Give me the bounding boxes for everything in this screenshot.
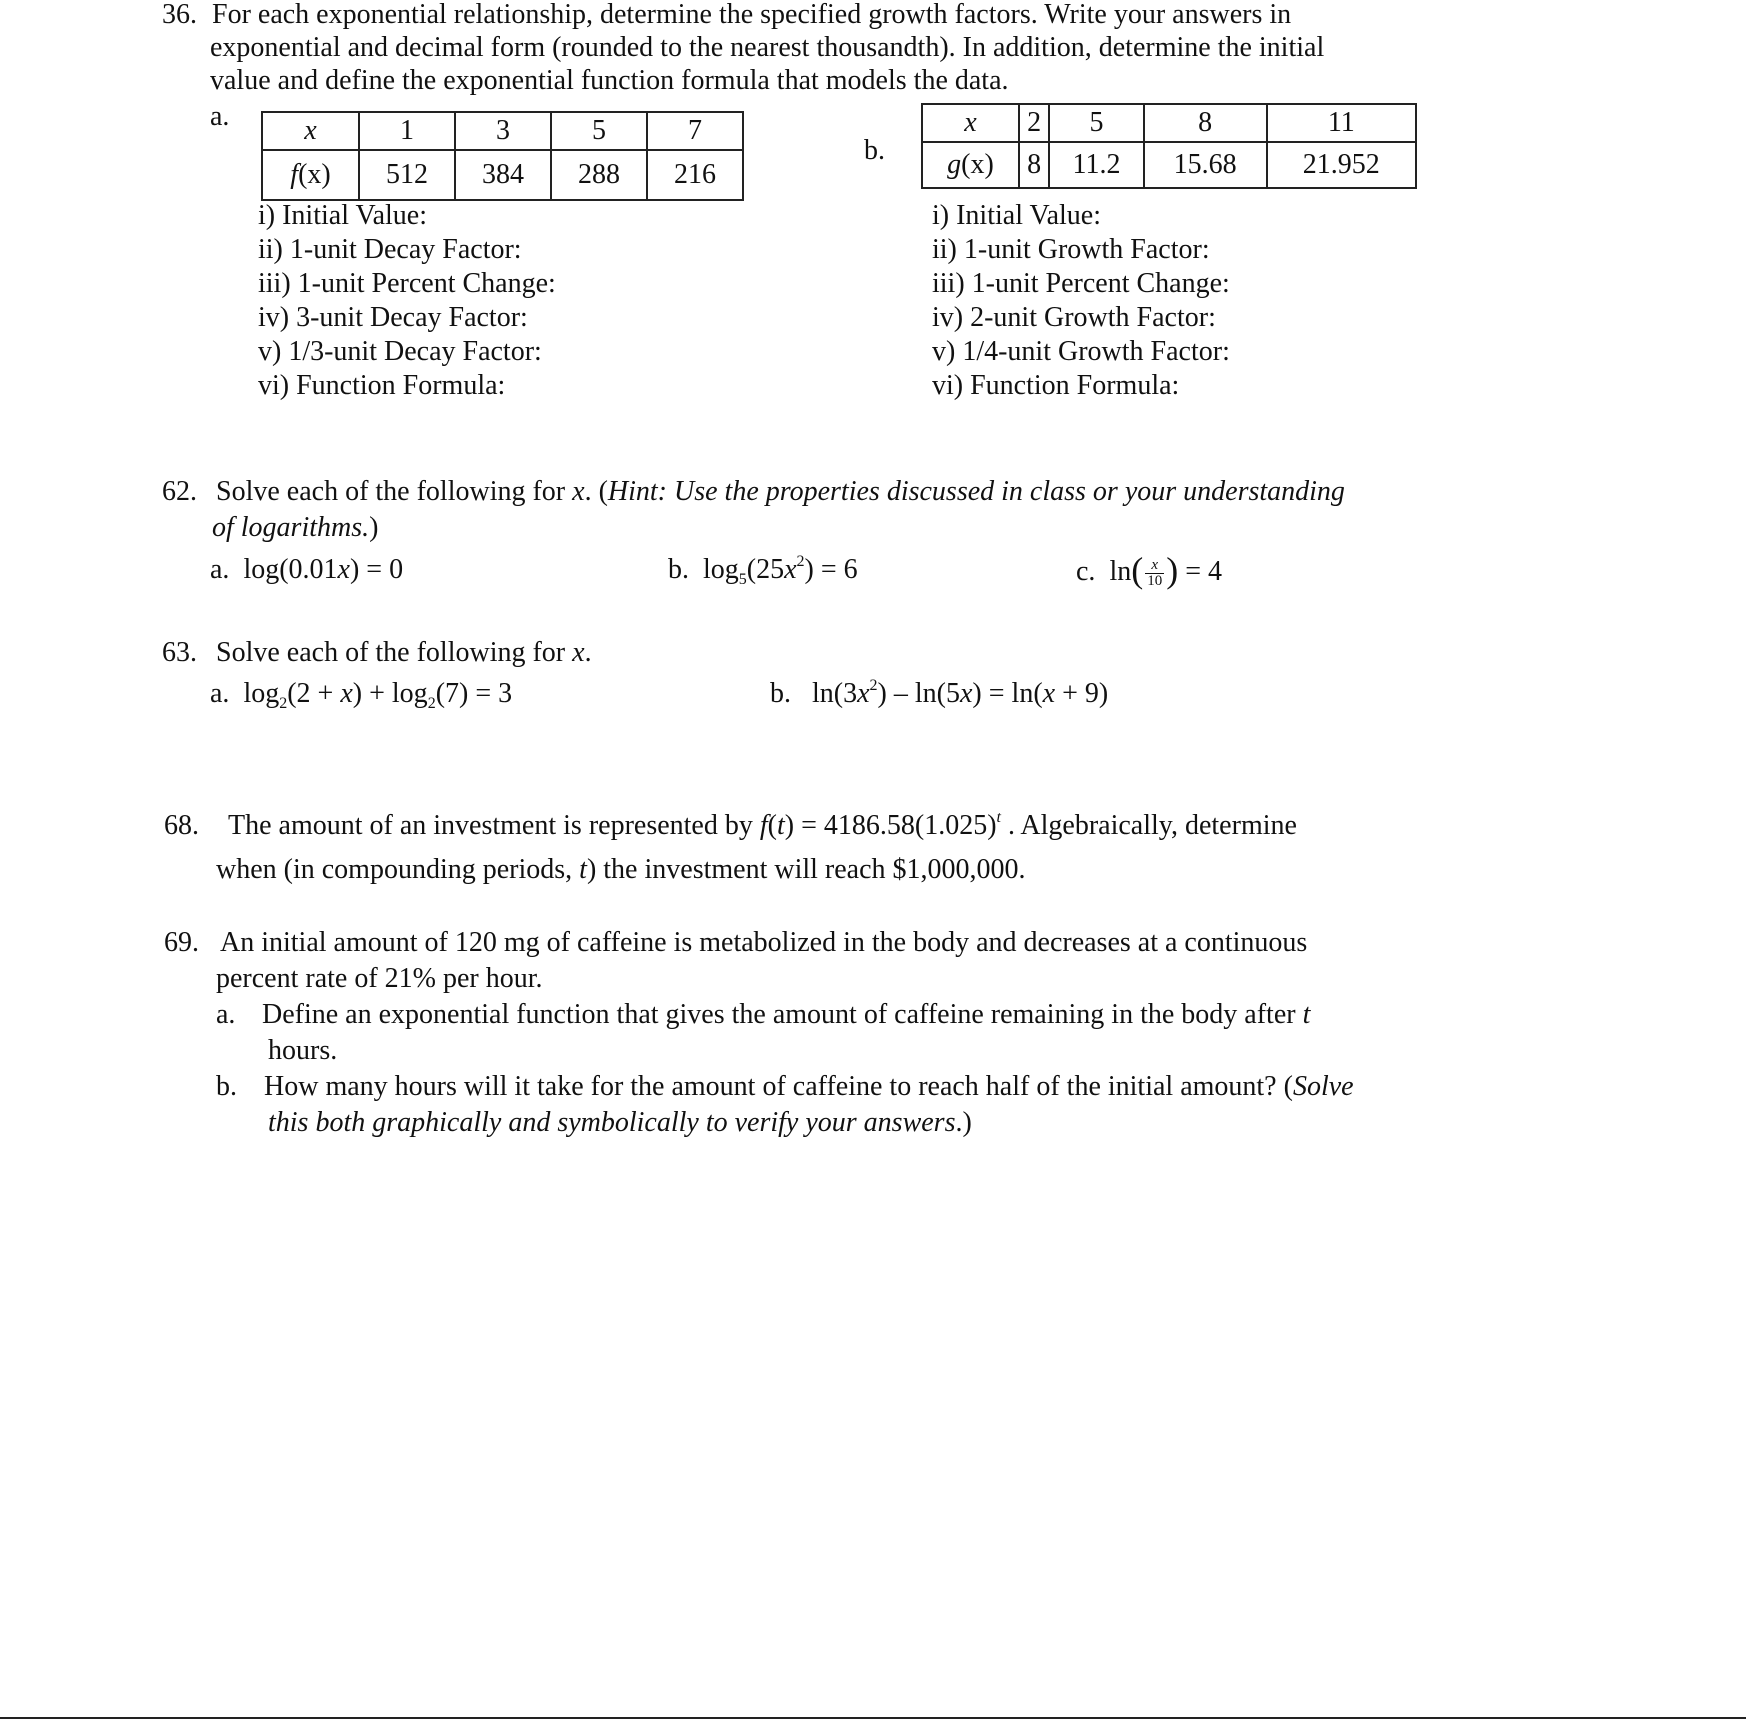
problem-63a-equation: a. $\log_2(2 + x) + \log_2(7) = 3$ (210, 678, 513, 712)
table-cell: 216 (647, 150, 743, 200)
part-a-item: iii) 1-unit Percent Change: (258, 268, 556, 299)
problem-69-line-2: percent rate of 21% per hour. (216, 963, 543, 994)
table-f-x-header: x (262, 112, 359, 150)
problem-69-number: 69. (164, 927, 199, 958)
problem-68-line-1: The amount of an investment is represented by $f(t) = 4186.58(1.025)^t$ . Algebraically, determine (228, 809, 1297, 841)
problem-69a-line-1: Define an exponential function that gives the amount of caffeine remaining in the body after t (262, 999, 1311, 1030)
table-cell: 5 (1049, 104, 1143, 142)
part-b-item: v) 1/4-unit Growth Factor: (932, 336, 1230, 367)
problem-63b-equation: b. $\ln(3x^2) - \ln(5x) = \ln(x + 9)$ (770, 677, 1109, 709)
problem-62-number: 62. (162, 476, 197, 507)
problem-69b-line-2: this both graphically and symbolically to verify your answers.) (268, 1107, 972, 1138)
table-cell: 3 (455, 112, 551, 150)
problem-69b-label: b. (216, 1071, 237, 1102)
table-cell: 7 (647, 112, 743, 150)
part-a-item: v) 1/3-unit Decay Factor: (258, 336, 542, 367)
problem-68-line-2: when (in compounding periods, t) the investment will reach $1,000,000. (216, 854, 1026, 885)
table-f-y-header: f(x) (262, 150, 359, 200)
bottom-rule (0, 1717, 1746, 1719)
part-b-item: i) Initial Value: (932, 200, 1101, 231)
table-cell: 8 (1019, 142, 1049, 188)
table-cell: 15.68 (1144, 142, 1267, 188)
table-f-y-row (262, 150, 743, 200)
table-cell: 11.2 (1049, 142, 1143, 188)
part-b-item: iii) 1-unit Percent Change: (932, 268, 1230, 299)
table-cell: 11 (1267, 104, 1416, 142)
table-f-x-row (262, 112, 743, 150)
problem-36-intro-line-2: exponential and decimal form (rounded to the nearest thousandth). In addition, determine the initial (210, 32, 1325, 63)
table-g-x-row (922, 104, 1416, 142)
part-a-item: iv) 3-unit Decay Factor: (258, 302, 528, 333)
problem-62a-equation: a. log(0.01x) = 0 (210, 554, 404, 585)
problem-69b-line-1: How many hours will it take for the amount of caffeine to reach half of the initial amount? (Solve (264, 1071, 1354, 1102)
table-cell: 8 (1144, 104, 1267, 142)
part-b-item: iv) 2-unit Growth Factor: (932, 302, 1216, 333)
problem-36-number: 36. (162, 0, 197, 30)
problem-63-number: 63. (162, 637, 197, 668)
problem-69a-line-2: hours. (268, 1035, 338, 1066)
table-f (261, 111, 744, 201)
table-g-y-header: g(x) (922, 142, 1019, 188)
part-b-label: b. (864, 135, 885, 166)
fraction-x-over-10: $\frac{x}{10}$ (1147, 557, 1163, 590)
problem-62c-equation: c. ln( $\frac{x}{10}$ ) = 4 (1076, 550, 1223, 590)
part-b-item: vi) Function Formula: (932, 370, 1180, 401)
part-a-item: ii) 1-unit Decay Factor: (258, 234, 522, 265)
table-g-x-header: x (922, 104, 1019, 142)
table-cell: 288 (551, 150, 647, 200)
table-cell: 512 (359, 150, 455, 200)
part-a-item: vi) Function Formula: (258, 370, 506, 401)
problem-68-number: 68. (164, 810, 199, 841)
problem-69-line-1: An initial amount of 120 mg of caffeine is metabolized in the body and decreases at a continuous (220, 927, 1308, 958)
problem-63-prompt: Solve each of the following for x. (216, 637, 592, 668)
table-cell: 5 (551, 112, 647, 150)
table-g-y-row (922, 142, 1416, 188)
table-g (921, 103, 1417, 189)
part-b-item: ii) 1-unit Growth Factor: (932, 234, 1210, 265)
problem-62b-equation: b. $\log_5(25x^2) = 6$ (668, 553, 858, 588)
problem-36-intro-line-3: value and define the exponential function formula that models the data. (210, 65, 1009, 96)
part-a-label: a. (210, 101, 230, 132)
table-cell: 1 (359, 112, 455, 150)
table-cell: 21.952 (1267, 142, 1416, 188)
problem-69a-label: a. (216, 999, 236, 1030)
problem-62-prompt-line-1: Solve each of the following for x. (Hint: Use the properties discussed in class or your understanding (216, 476, 1345, 507)
problem-36-intro-line-1: For each exponential relationship, determine the specified growth factors. Write your answers in (212, 0, 1292, 30)
part-a-item: i) Initial Value: (258, 200, 427, 231)
problem-62-prompt-line-2: of logarithms.) (212, 512, 379, 543)
table-cell: 2 (1019, 104, 1049, 142)
table-cell: 384 (455, 150, 551, 200)
